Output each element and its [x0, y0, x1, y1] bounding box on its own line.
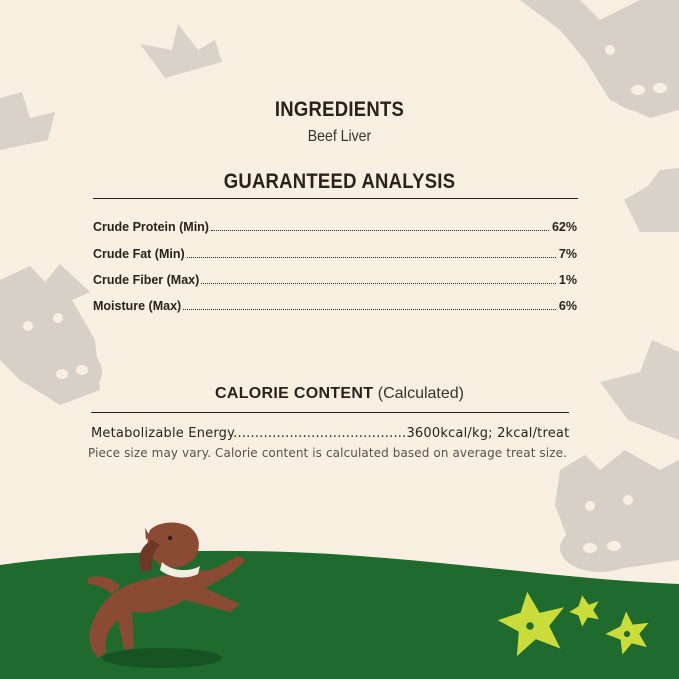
analysis-row	[93, 291, 577, 313]
ingredients-title: INGREDIENTS	[274, 98, 405, 121]
energy-value: 3600kcal/kg; 2kcal/treat	[406, 426, 570, 441]
dot-leader	[187, 257, 556, 258]
calorie-content-heading	[0, 385, 679, 403]
analysis-label: Crude Protein (Min)	[93, 220, 209, 234]
analysis-label: Crude Fiber (Max)	[93, 273, 200, 287]
calorie-content-qualifier: (Calculated)	[377, 385, 464, 402]
dot-leader	[201, 283, 556, 284]
dot-leader	[183, 309, 556, 310]
guaranteed-analysis-title: GUARANTEED ANALYSIS	[223, 170, 456, 193]
analysis-row	[93, 239, 577, 261]
ingredients-value: Beef Liver	[307, 128, 372, 145]
analysis-value: 1%	[558, 273, 577, 287]
analysis-value: 62%	[551, 220, 577, 234]
calorie-row	[91, 426, 569, 441]
analysis-label: Moisture (Max)	[93, 299, 182, 313]
energy-label: Metabolizable Energy	[91, 426, 234, 441]
divider	[91, 412, 569, 413]
calorie-content-title: CALORIE CONTENT	[215, 385, 374, 402]
divider	[93, 198, 578, 199]
analysis-value: 7%	[558, 247, 577, 261]
calorie-note: Piece size may vary. Calorie content is calculated based on average treat size.	[88, 446, 568, 460]
dot-leader: ........................................	[233, 426, 407, 441]
analysis-row	[93, 265, 577, 287]
analysis-label: Crude Fat (Min)	[93, 247, 185, 261]
analysis-value: 6%	[558, 299, 577, 313]
dot-leader	[211, 230, 549, 231]
analysis-row	[93, 212, 577, 234]
